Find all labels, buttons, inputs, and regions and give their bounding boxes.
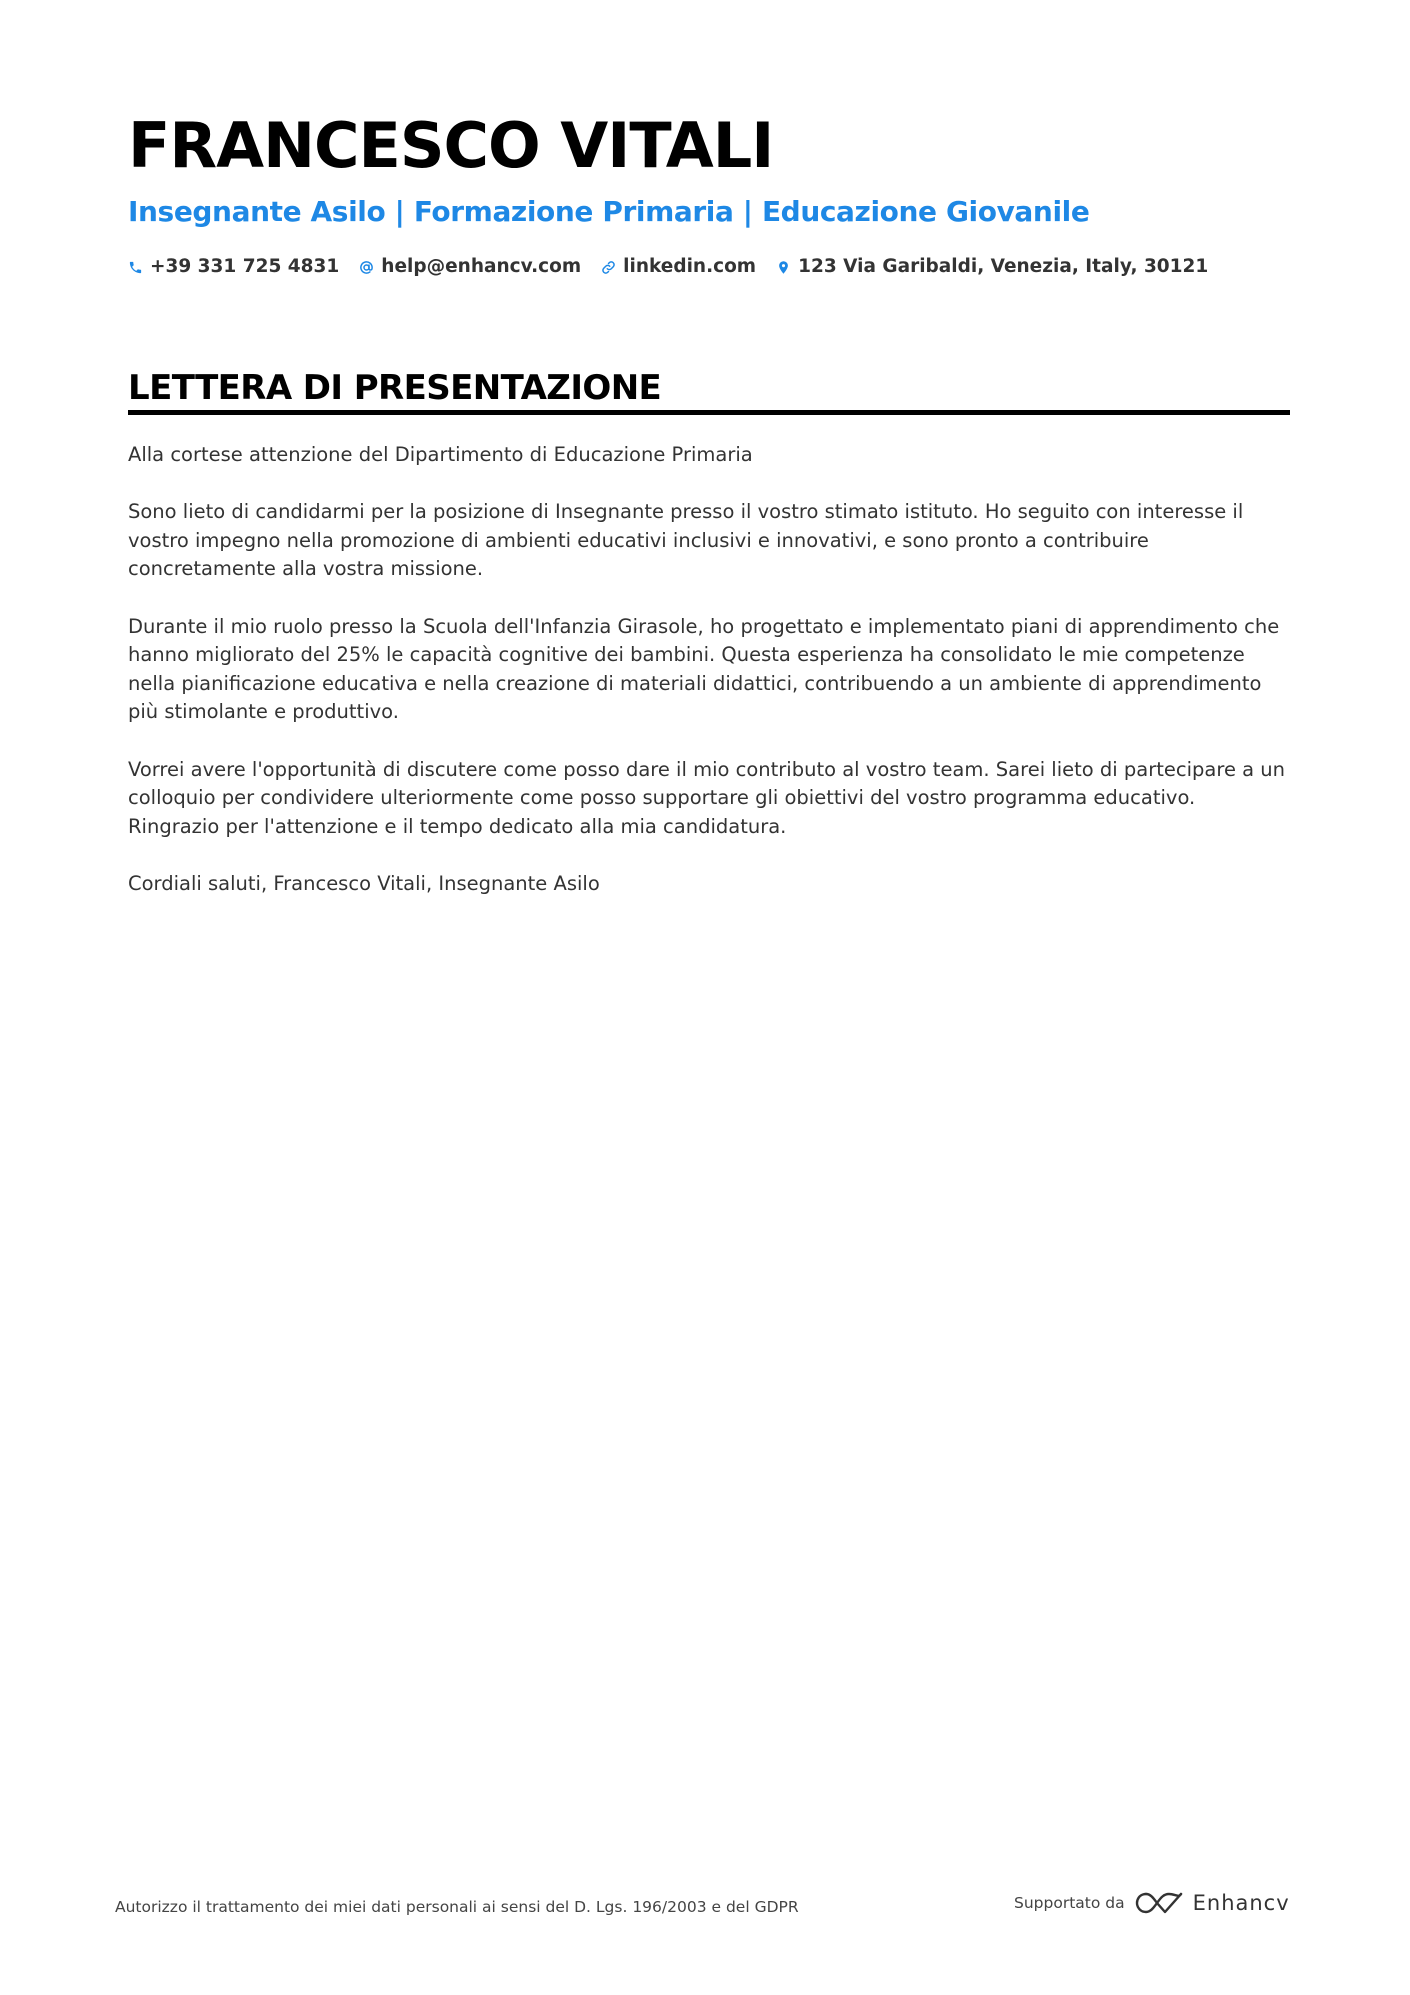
email-address: help@enhancv.com <box>381 256 582 277</box>
letter-salutation: Alla cortese attenzione del Dipartimento di Educazione Primaria <box>128 443 753 466</box>
contact-location <box>776 252 1208 282</box>
contact-phone[interactable] <box>128 252 339 282</box>
candidate-name: FRANCESCO VITALI <box>128 109 774 182</box>
privacy-consent: Autorizzo il trattamento dei miei dati personali ai sensi del D. Lgs. 196/2003 e del GDPR <box>115 1898 799 1916</box>
contact-bar <box>128 252 1208 282</box>
enhancv-logo-icon <box>1135 1890 1183 1916</box>
letter-closing: Cordiali saluti, Francesco Vitali, Insegnante Asilo <box>128 871 600 895</box>
letter-paragraph: Durante il mio ruolo presso la Scuola dell'Infanzia Girasole, ho progettato e implementato piani di apprendimento che hanno migliorato del 25% le capacità cognitive dei bambini. Questa esperienza ha consolidato le mie competenze nella pianificazione educativa e nella creazione di materiali didattici, contribuendo a un ambiente di apprendimento più stimolante e produttivo. <box>128 614 1280 724</box>
location-pin-icon <box>776 260 791 275</box>
address: 123 Via Garibaldi, Venezia, Italy, 30121 <box>798 256 1209 277</box>
footer-brand <box>1014 1890 1290 1916</box>
section-title: LETTERA DI PRESENTAZIONE <box>128 368 662 408</box>
contact-email[interactable] <box>359 252 581 282</box>
brand-name: Enhancv <box>1192 1891 1290 1915</box>
phone-icon <box>128 260 143 275</box>
contact-link[interactable] <box>601 252 756 282</box>
headline: Insegnante Asilo | Formazione Primaria | Educazione Giovanile <box>128 195 1090 228</box>
linkedin-link: linkedin.com <box>623 256 757 277</box>
at-icon <box>359 260 374 275</box>
phone-number: +39 331 725 4831 <box>150 256 340 277</box>
supported-by-label: Supportato da <box>1014 1894 1125 1912</box>
link-icon <box>601 260 616 275</box>
letter-paragraph: Sono lieto di candidarmi per la posizione di Insegnante presso il vostro stimato istituto. Ho seguito con interesse il vostro impegno nella promozione di ambienti educativi inclusivi e innovativi, e sono pronto a contribuire concretamente alla vostra missione. <box>128 500 1244 581</box>
letter-body <box>128 441 1290 927</box>
section-divider <box>128 410 1290 415</box>
letter-paragraph: Vorrei avere l'opportunità di discutere come posso dare il mio contributo al vostro team. Sarei lieto di partecipare a un colloquio per condividere ulteriormente come posso supportare gli obiettivi del vostro programma educativo. Ringrazio per l'attenzione e il tempo dedicato alla mia candidatura. <box>128 757 1286 838</box>
